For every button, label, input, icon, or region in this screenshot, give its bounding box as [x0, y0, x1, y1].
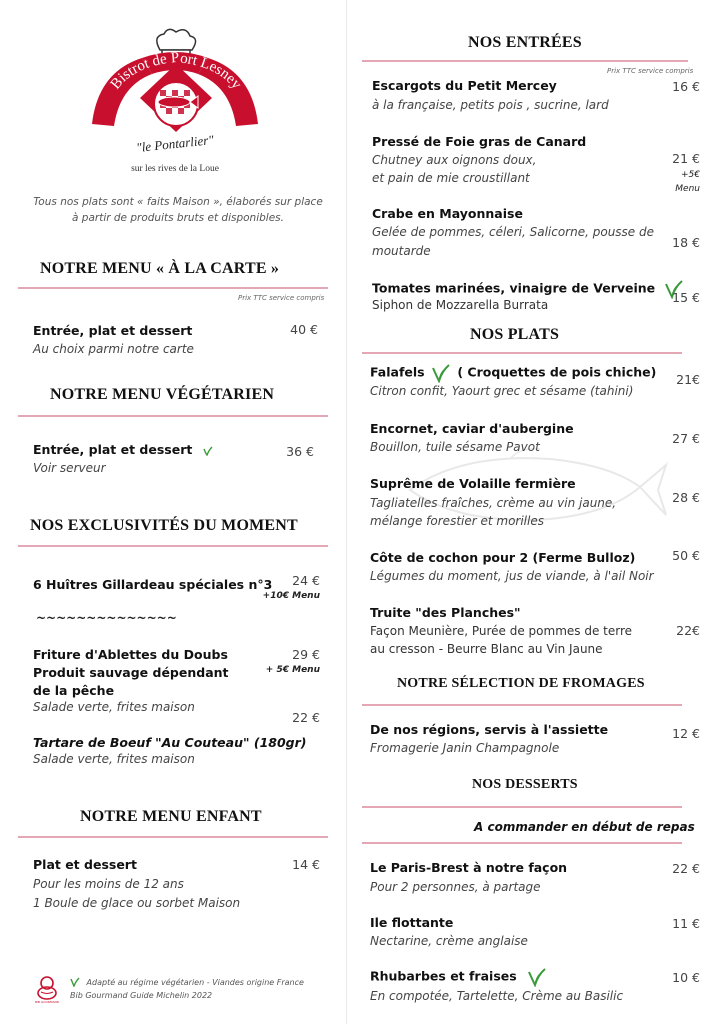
- footer-bib-note: Bib Gourmand Guide Michelin 2022: [70, 991, 213, 1000]
- vegetarian-leaf-icon: [70, 977, 80, 987]
- section-rule: [18, 287, 328, 289]
- prix-ttc-note: Prix TTC service compris: [238, 294, 325, 302]
- section-title-plats: NOS PLATS: [470, 326, 560, 343]
- section-title-vegetarien: NOTRE MENU VÉGÉTARIEN: [50, 386, 275, 403]
- vegetarian-leaf-icon: [203, 446, 213, 456]
- dessert-name: Le Paris-Brest à notre façon: [370, 860, 568, 875]
- section-rule: [362, 60, 688, 62]
- section-title-carte: NOTRE MENU « À LA CARTE »: [40, 260, 280, 277]
- vegetarian-leaf-icon: [527, 967, 547, 987]
- menu-supplement: + 5€ Menu: [265, 665, 320, 675]
- menu-item-price: 29 €: [292, 647, 320, 662]
- plat-desc: mélange forestier et morilles: [370, 514, 544, 528]
- logo-arc-text: Bistrot de Port Lesney: [107, 49, 245, 93]
- plat-desc: Façon Meunière, Purée de pommes de terre: [370, 624, 633, 638]
- fromage-price: 12 €: [672, 726, 700, 741]
- menu-item-name-text: Entrée, plat et dessert: [33, 442, 193, 457]
- plat-name: [370, 363, 656, 383]
- section-rule: [18, 545, 328, 547]
- entree-desc: moutarde: [372, 244, 431, 258]
- section-rule: [18, 415, 328, 417]
- menu-item-name: [33, 442, 213, 457]
- menu-item-name: 6 Huîtres Gillardeau spéciales n°3: [33, 577, 273, 592]
- menu-item-name: Tartare de Boeuf "Au Couteau" (180gr): [33, 735, 307, 750]
- intro-text: [18, 194, 338, 226]
- vegetarian-leaf-icon: [431, 363, 451, 383]
- plat-desc: Tagliatelles fraîches, crème au vin jaune,: [370, 496, 617, 510]
- entree-supplement: Menu: [675, 184, 700, 194]
- dessert-desc: Nectarine, crème anglaise: [370, 934, 528, 948]
- menu-item-name: de la pêche: [33, 683, 115, 698]
- menu-item-name: Produit sauvage dépendant: [33, 665, 229, 680]
- entree-name-text: Tomates marinées, vinaigre de Verveine: [372, 280, 656, 296]
- menu-supplement: +10€ Menu: [262, 591, 320, 601]
- intro-line-1: Tous nos plats sont « faits Maison », élaborés sur place: [33, 196, 323, 208]
- dessert-name-text: Rhubarbes et fraises: [370, 968, 517, 984]
- plat-name: Côte de cochon pour 2 (Ferme Bulloz): [370, 550, 636, 565]
- section-rule: [362, 842, 682, 844]
- entree-name: Pressé de Foie gras de Canard: [372, 134, 587, 149]
- logo-tagline: sur les rives de la Loue: [131, 164, 219, 174]
- entree-name: Crabe en Mayonnaise: [372, 206, 523, 221]
- footer-veg-text: Adapté au régime végétarien - Viandes origine France: [86, 977, 304, 987]
- bib-gourmand-badge: [32, 974, 62, 1004]
- section-title-fromages: NOTRE SÉLECTION DE FROMAGES: [397, 676, 645, 691]
- entree-supplement: +5€: [681, 170, 700, 180]
- menu-item-price: 14 €: [292, 857, 320, 872]
- plat-price: 50 €: [672, 548, 700, 563]
- menu-item-name: Plat et dessert: [33, 857, 137, 872]
- intro-line-2: à partir de produits bruts et disponibles.: [72, 212, 284, 224]
- logo-subtitle: "le Pontarlier": [135, 131, 215, 156]
- menu-item-price: 22 €: [292, 710, 320, 725]
- badge-text: BIB GOURMAND: [34, 1000, 60, 1004]
- entree-price: 15 €: [672, 290, 700, 305]
- entree-price: 16 €: [672, 79, 700, 94]
- dessert-desc: Pour 2 personnes, à partage: [370, 880, 541, 894]
- entree-desc: Gelée de pommes, céleri, Salicorne, pousse de: [372, 225, 654, 239]
- plat-name: Truite "des Planches": [370, 605, 521, 620]
- section-title-desserts: NOS DESSERTS: [472, 777, 578, 792]
- dessert-price: 22 €: [672, 861, 700, 876]
- menu-item-price: 24 €: [292, 573, 320, 588]
- fromage-name: De nos régions, servis à l'assiette: [370, 722, 609, 737]
- menu-item-price: 40 €: [290, 322, 318, 337]
- menu-item-desc: Salade verte, frites maison: [33, 752, 195, 766]
- restaurant-logo: [80, 28, 270, 188]
- menu-item-name: Friture d'Ablettes du Doubs: [33, 647, 228, 662]
- plat-desc: au cresson - Beurre Blanc au Vin Jaune: [370, 642, 603, 656]
- plat-price: 28 €: [672, 490, 700, 505]
- menu-item-desc: Voir serveur: [33, 461, 106, 475]
- section-rule: [362, 704, 682, 706]
- desserts-note: A commander en début de repas: [474, 820, 695, 834]
- separator-tilde: ~~~~~~~~~~~~~~: [36, 611, 177, 625]
- menu-item-price: 36 €: [286, 444, 314, 459]
- plat-price: 27 €: [672, 431, 700, 446]
- plat-name-a: Falafels: [370, 364, 425, 380]
- menu-item-desc: Pour les moins de 12 ans: [33, 877, 184, 891]
- plat-desc: Légumes du moment, jus de viande, à l'ail Noir: [370, 569, 654, 583]
- menu-item-desc: Au choix parmi notre carte: [33, 342, 194, 356]
- column-divider: [346, 0, 347, 1024]
- menu-item-desc: 1 Boule de glace ou sorbet Maison: [33, 896, 241, 910]
- plat-desc: Citron confit, Yaourt grec et sésame (tahini): [370, 384, 634, 398]
- section-rule: [362, 352, 682, 354]
- entree-desc: Chutney aux oignons doux,: [372, 153, 537, 167]
- dessert-name: Ile flottante: [370, 915, 454, 930]
- entree-desc: Siphon de Mozzarella Burrata: [372, 298, 549, 312]
- prix-ttc-note: Prix TTC service compris: [607, 67, 694, 75]
- dessert-desc: En compotée, Tartelette, Crème au Basilic: [370, 989, 624, 1003]
- plat-price: 21€: [676, 372, 700, 387]
- section-title-enfant: NOTRE MENU ENFANT: [80, 808, 262, 825]
- entree-desc: à la française, petits pois , sucrine, lard: [372, 98, 609, 112]
- section-rule: [362, 806, 682, 808]
- entree-price: 21 €: [672, 151, 700, 166]
- plat-desc: Bouillon, tuile sésame Pavot: [370, 440, 540, 454]
- plat-name: Suprême de Volaille fermière: [370, 476, 576, 491]
- menu-item-desc: Salade verte, frites maison: [33, 700, 195, 714]
- fromage-desc: Fromagerie Janin Champagnole: [370, 741, 560, 755]
- dessert-price: 11 €: [672, 916, 700, 931]
- footer-veg-note: [70, 977, 304, 987]
- plat-name-b: ( Croquettes de pois chiche): [457, 364, 657, 380]
- dessert-price: 10 €: [672, 970, 700, 985]
- entree-desc: et pain de mie croustillant: [372, 171, 530, 185]
- entree-price: 18 €: [672, 235, 700, 250]
- plat-price: 22€: [676, 623, 700, 638]
- section-title-entrees: NOS ENTRÉES: [468, 34, 582, 51]
- entree-name: Escargots du Petit Mercey: [372, 78, 557, 93]
- plat-name: Encornet, caviar d'aubergine: [370, 421, 574, 436]
- menu-item-name: Entrée, plat et dessert: [33, 323, 193, 338]
- dessert-name: [370, 967, 547, 987]
- section-rule: [18, 836, 328, 838]
- section-title-exclusivites: NOS EXCLUSIVITÉS DU MOMENT: [30, 517, 298, 534]
